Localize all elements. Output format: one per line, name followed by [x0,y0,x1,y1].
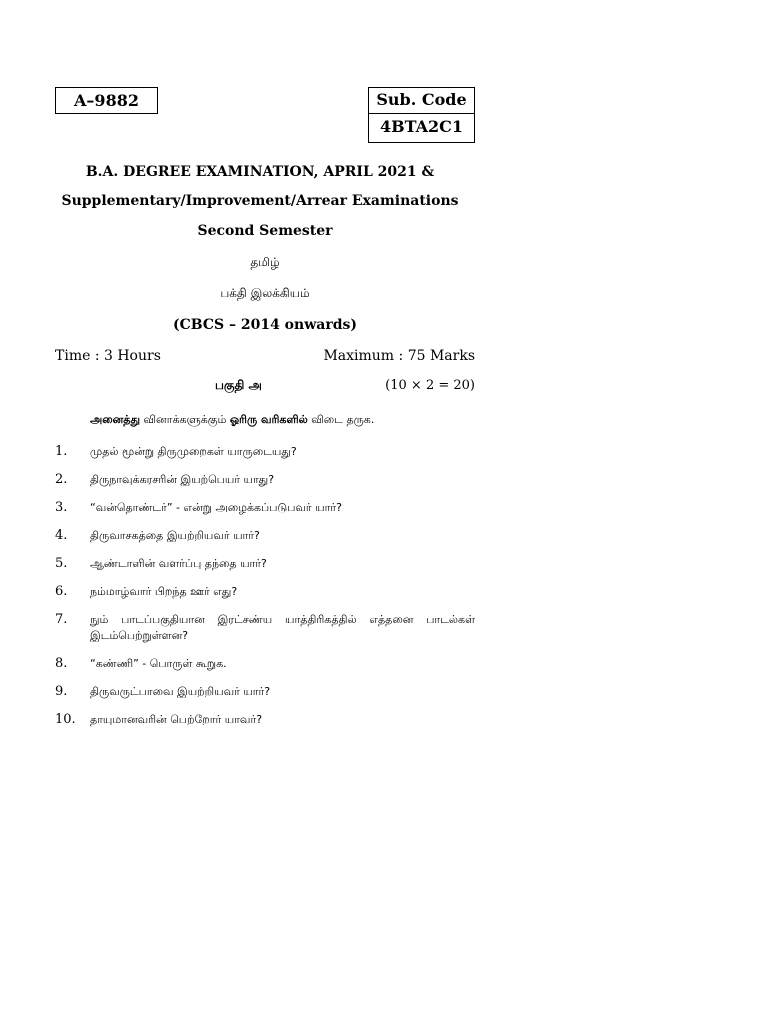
section-marks: (10 × 2 = 20) [385,378,475,393]
sub-code-value: 4BTA2C1 [369,113,474,142]
question-item [55,612,475,644]
question-item [55,444,475,460]
question-text: “வன்தொண்டர்” - என்று அழைக்கப்படுபவர் யார்? [90,501,342,514]
sub-code-label: Sub. Code [376,90,467,109]
question-item [55,500,475,516]
question-number: 8. [55,656,68,671]
duration: Time : 3 Hours [55,348,161,364]
instruction-part-b: வினாக்களுக்கும் [140,413,230,426]
language: தமிழ் [250,255,280,269]
question-item [55,556,475,572]
paper-code-box [55,87,158,114]
paper-code: A–9882 [74,91,139,110]
paper-name: பக்தி இலக்கியம் [220,286,310,300]
section-instruction [90,413,374,428]
question-item [55,528,475,544]
question-item [55,712,475,728]
question-number: 9. [55,684,68,699]
question-item [55,584,475,600]
question-item [55,684,475,700]
exam-subtitle: Supplementary/Improvement/Arrear Examinations [61,193,459,209]
question-list [55,444,475,740]
instruction-part-a: அனைத்து [90,413,141,426]
section-label: பகுதி அ [215,378,262,392]
question-text: திருவாசகத்தை இயற்றியவர் யார்? [90,529,260,542]
question-text: திருவருட்பாவை இயற்றியவர் யார்? [90,685,271,698]
question-text: நும் பாடப்பகுதியான இரட்சண்ய யாத்திரிகத்தில் எத்தனை பாடல்கள் இடம்பெற்றுள்ளன? [90,613,475,642]
question-text: ஆண்டாளின் வளர்ப்பு தந்தை யார்? [90,557,267,570]
question-number: 1. [55,444,68,459]
semester: Second Semester [197,223,333,239]
question-number: 6. [55,584,68,599]
question-text: முதல் மூன்று திருமுறைகள் யாருடையது? [90,445,297,458]
sub-code-box [368,87,475,143]
question-text: தாயுமானவரின் பெற்றோர் யாவர்? [90,713,263,726]
question-item [55,472,475,488]
question-text: “கண்ணி” - பொருள் கூறுக. [90,657,227,670]
exam-meta [55,348,475,364]
max-marks: Maximum : 75 Marks [323,348,475,364]
instruction-part-d: விடை தருக. [307,413,375,426]
question-number: 2. [55,472,68,487]
question-text: நம்மாழ்வார் பிறந்த ஊர் எது? [90,585,238,598]
question-item [55,656,475,672]
question-number: 5. [55,556,68,571]
question-number: 3. [55,500,68,515]
instruction-part-c: ஓரிரு வரிகளில் [229,413,308,426]
question-number: 10. [55,712,76,727]
question-text: திருநாவுக்கரசரின் இயற்பெயர் யாது? [90,473,275,486]
question-number: 7. [55,612,68,627]
scheme: (CBCS – 2014 onwards) [172,317,357,333]
exam-title: B.A. DEGREE EXAMINATION, APRIL 2021 & [85,164,435,180]
question-number: 4. [55,528,68,543]
